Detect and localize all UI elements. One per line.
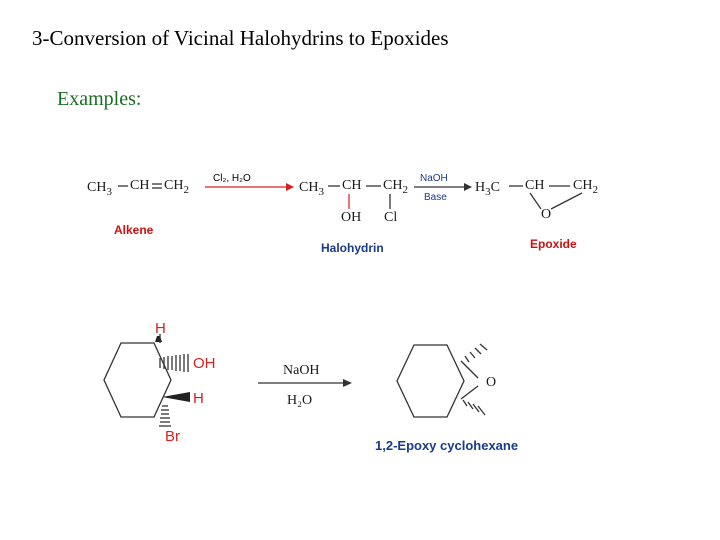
arrow-step1-head <box>286 183 294 191</box>
halohydrin-oh: OH <box>341 210 362 225</box>
reaction1-step1 <box>205 173 294 191</box>
alkene-ch2: $CH_2$ <box>164 178 189 196</box>
reaction2-arrow <box>258 363 352 408</box>
reactant-h-right: H <box>193 390 204 407</box>
product-hashed-bond-top <box>465 344 487 362</box>
reaction1-alkene <box>87 178 189 237</box>
reaction1-epoxide <box>475 178 598 251</box>
product-label: 1,2-Epoxy cyclohexane <box>375 438 519 453</box>
epoxide-ch: CH <box>525 178 545 193</box>
cyclohexane-ring <box>104 343 171 417</box>
reagent-naoh-1: NaOH <box>420 173 448 184</box>
reagent-h2o: H₂O <box>287 393 313 408</box>
slide-title: 3-Conversion of Vicinal Halohydrins to Epoxides <box>32 26 449 50</box>
reagent-cl2-h2o: Cl₂, H₂O <box>213 173 251 184</box>
epoxide-co-bond-left <box>530 193 541 209</box>
wedge-to-h-right <box>162 392 190 402</box>
reactant-h-top: H <box>155 320 166 337</box>
halohydrin-ch: CH <box>342 178 362 193</box>
alkene-ch: CH <box>130 178 150 193</box>
reaction1-halohydrin <box>299 178 408 255</box>
arrow-2-head <box>343 379 352 387</box>
hashed-bond-to-oh <box>160 354 188 372</box>
alkene-label: Alkene <box>114 223 154 237</box>
reagent-naoh-2: NaOH <box>283 363 320 378</box>
halohydrin-ch3: $CH_3$ <box>299 180 324 198</box>
product-co-bond-top <box>461 361 478 378</box>
halohydrin-cl: Cl <box>384 210 398 225</box>
halohydrin-ch2: $CH_2$ <box>383 178 408 196</box>
epoxide-o: O <box>541 207 552 222</box>
reactant-oh: OH <box>193 355 216 372</box>
reagent-base: Base <box>424 192 447 203</box>
reaction2-product <box>375 344 518 453</box>
product-o: O <box>486 375 497 390</box>
epoxide-h3c: $H_3C$ <box>475 180 500 198</box>
epoxide-label: Epoxide <box>530 237 577 251</box>
product-co-bond-bottom <box>461 386 478 399</box>
halohydrin-label: Halohydrin <box>321 241 384 255</box>
examples-label: Examples: <box>57 88 142 110</box>
reaction2-reactant <box>104 320 216 445</box>
epoxide-ch2: $CH_2$ <box>573 178 598 196</box>
reactant-br: Br <box>165 428 180 445</box>
epoxide-co-bond-right <box>551 193 582 209</box>
reaction1-step2 <box>414 173 472 203</box>
product-hashed-bond-bottom <box>463 400 485 415</box>
arrow-step2-head <box>464 183 472 191</box>
alkene-ch3: $CH_3$ <box>87 180 112 198</box>
product-ring <box>397 345 464 417</box>
hashed-bond-to-br <box>159 406 171 426</box>
